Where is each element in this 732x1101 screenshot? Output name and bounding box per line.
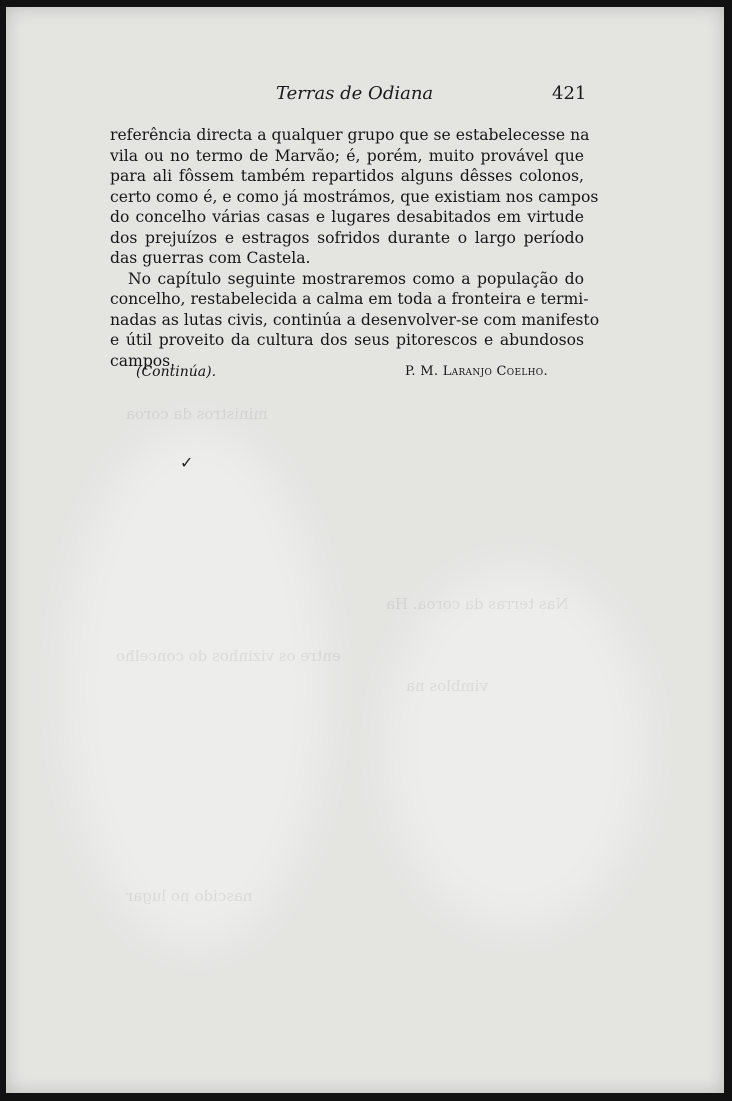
- text-line: referência directa a qualquer grupo que se estabelecesse na: [110, 126, 590, 144]
- text-line: do concelho várias casas e lugares desabitados em virtude: [110, 208, 584, 226]
- text-line: dos prejuízos e estragos sofridos durante o largo período: [110, 228, 584, 247]
- page-header: [6, 83, 724, 113]
- running-title: Terras de Odiana: [276, 83, 434, 104]
- text-line: vila ou no termo de Marvão; é, porém, muito provável que: [110, 146, 584, 165]
- text-line: certo como é, e como já mostrámos, que existiam nos campos: [110, 187, 599, 206]
- text-line: e útil proveito da cultura dos seus pitorescos e abundosos: [110, 331, 584, 349]
- text-line: nadas as lutas civis, continúa a desenvolver-se com manifesto: [110, 310, 600, 329]
- paragraph-2: [110, 269, 600, 372]
- document-page: ministros da coroa Nas terras da coroa. Ha entre os vizinhos do concelho vimblos na nascido no lugar ✓ Terras de Odiana 421 referência directa a qualquer grupo que se estabelecesse na vila ou no termo de Marvão; é, porém, muito provável que para ali fôssem também repartidos alguns dêsses colonos, certo como é, e como já mostrámos, que existiam nos campos do concelho várias casas e lugares desabitados em virtude dos prejuízos e estragos sofridos durante o largo período das guerras com Castela. No capítulo seguinte mostraremos como a população do concelho, restabelecida a calma em toda a fronteira e termi- nadas as lutas civis, continúa a desenvolver-se com manifesto e útil proveito da cultura dos seus pitorescos e abundosos campos. (Continúa). P. M. Laranjo Coelho.: [6, 7, 724, 1093]
- continues-note: (Continúa).: [136, 364, 217, 380]
- paragraph-1: [110, 125, 599, 269]
- body-text: [110, 125, 600, 371]
- text-line: das guerras com Castela.: [110, 249, 311, 267]
- text-line: para ali fôssem também repartidos alguns dêsses colonos,: [110, 167, 584, 185]
- author-signature: P. M. Laranjo Coelho.: [405, 364, 548, 379]
- text-line: No capítulo seguinte mostraremos como a população do: [128, 269, 584, 288]
- text-line: campos.: [110, 351, 176, 370]
- stray-tick-mark: ✓: [180, 453, 194, 472]
- page-number: 421: [552, 83, 587, 104]
- text-line: concelho, restabelecida a calma em toda a fronteira e termi-: [110, 290, 589, 308]
